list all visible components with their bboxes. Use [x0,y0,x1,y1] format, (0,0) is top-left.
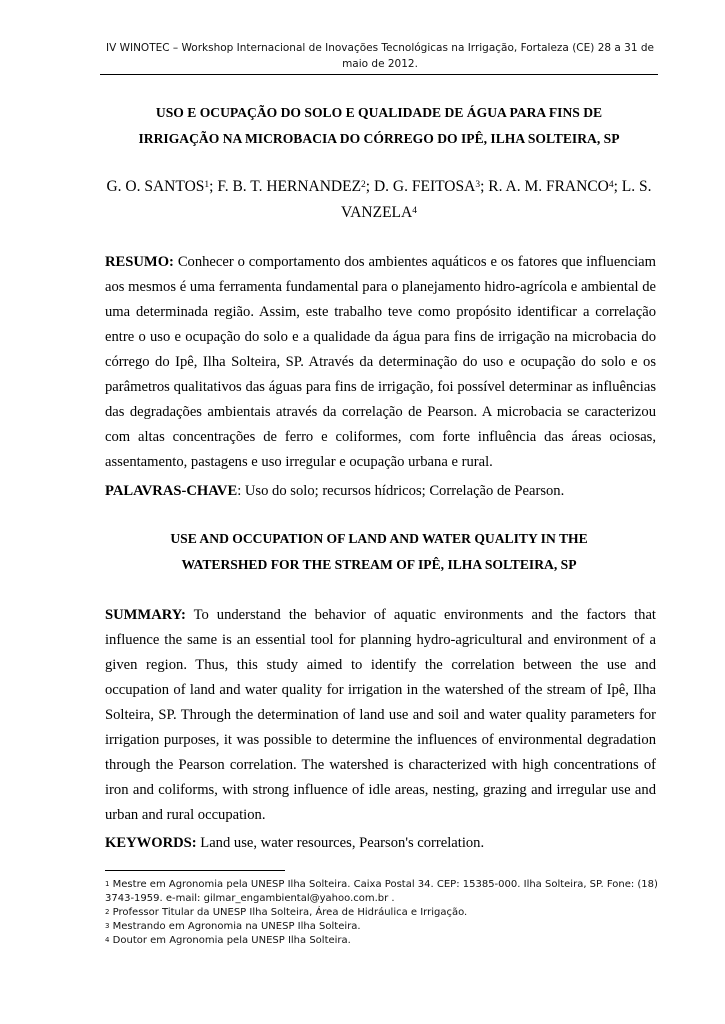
title-portuguese-line-2: IRRIGAÇÃO NA MICROBACIA DO CÓRREGO DO IPÊ, ILHA SOLTEIRA, SP [138,131,620,146]
keywords-text: Land use, water resources, Pearson's correlation. [196,835,485,851]
footnote-marker: 3 [105,922,110,930]
footnote-marker: 2 [105,908,110,916]
footnote-marker: 4 [105,936,110,944]
keywords-label: KEYWORDS: [105,835,197,851]
abstract-english [105,603,656,828]
abstract-label: RESUMO: [105,254,174,270]
running-header-line-1: IV WINOTEC – Workshop Internacional de Inovações Tecnológicas na Irrigação, Fortaleza (CE) 28 a 31 de [105,42,654,54]
footnote [105,906,660,920]
footnote-separator [105,870,285,871]
footnote-text: Mestrando em Agronomia na UNESP Ilha Solteira. [112,921,361,932]
footnote-text: Doutor em Agronomia pela UNESP Ilha Solteira. [112,935,351,946]
keywords-label: PALAVRAS-CHAVE [105,483,238,499]
author-name: R. A. M. FRANCO [488,178,609,195]
running-header-line-2: maio de 2012. [342,58,418,70]
keywords-english [105,831,656,856]
title-english-line-2: WATERSHED FOR THE STREAM OF IPÊ, ILHA SOLTEIRA, SP [181,557,577,572]
author-affiliation-ref: 3 [475,180,481,190]
running-header [100,40,660,72]
author-affiliation-ref: 2 [361,180,366,190]
summary-label: SUMMARY: [105,607,186,623]
author-affiliation-ref: 4 [608,180,614,190]
title-english [100,526,658,578]
footnote [105,934,660,948]
title-portuguese [100,100,658,152]
abstract-portuguese [105,250,656,475]
footnote-text: Professor Titular da UNESP Ilha Solteira, Área de Hidráulica e Irrigação. [112,907,468,918]
footnote [105,920,660,934]
summary-text: To understand the behavior of aquatic environments and the factors that influence the same is an essential tool for planning hydro-agricultural and environment of a given region. Thus, this study aimed to identify the correlation between the use and occupation of land and water quality for irrigation in the watershed of the stream of Ipê, Ilha Solteira, SP. Through the determination of land use and soil and water quality parameters for irrigation purposes, it was possible to determine the influences of environmental degradation through the Pearson correlation. The watershed is characterized with high concentrations of iron and coliforms, with strong influence of idle areas, nesting, grazing and irregular use and urban and rural occupation. [105,607,656,823]
footnote [105,878,660,906]
author-name: L. S. VANZELA [341,178,652,221]
header-rule [100,74,658,75]
keywords-text: : Uso do solo; recursos hídricos; Correlação de Pearson. [237,483,565,499]
footnote-marker: 1 [105,880,110,888]
author-affiliation-ref: 1 [204,180,210,190]
abstract-text: Conhecer o comportamento dos ambientes aquáticos e os fatores que influenciam aos mesmos é uma ferramenta fundamental para o planejamento hidro-agrícola e ambiental de uma determinada região. Assim, este trabalho teve como propósito identificar a correlação entre o uso e ocupação do solo e a qualidade da água para fins de irrigação na microbacia do córrego do Ipê, Ilha Solteira, SP. Através da determinação do uso e ocupação do solo e os parâmetros qualitativos das águas para fins de irrigação, foi possível determinar as influências das degradações ambientais através da correlação de Pearson. A microbacia se caracterizou com altas concentrações de ferro e coliformes, com forte influência das áreas ociosas, assentamento, pastagens e uso irregular e ocupação urbana e rural. [105,254,656,470]
author-name: D. G. FEITOSA [373,178,476,195]
footnotes [105,878,660,948]
title-portuguese-line-1: USO E OCUPAÇÃO DO SOLO E QUALIDADE DE ÁGUA PARA FINS DE [155,105,603,120]
author-affiliation-ref: 4 [412,206,417,216]
author-list: G. O. SANTOS$^1$; F. B. T. HERNANDEZ$^2$; D. G. FEITOSA$^3$; R. A. M. FRANCO$^4$; L. S. VANZELA$^4$ [106,178,652,221]
keywords-portuguese [105,479,656,504]
author-name: F. B. T. HERNANDEZ [217,178,362,195]
author-name: G. O. SANTOS [106,178,205,195]
title-english-line-1: USE AND OCCUPATION OF LAND AND WATER QUALITY IN THE [170,531,588,546]
footnote-text: Mestre em Agronomia pela UNESP Ilha Solteira. Caixa Postal 34. CEP: 15385-000. Ilha Solteira, SP. Fone: (18) 3743-1959. e-mail: gilmar_engambiental@yahoo.com.br . [105,879,658,904]
